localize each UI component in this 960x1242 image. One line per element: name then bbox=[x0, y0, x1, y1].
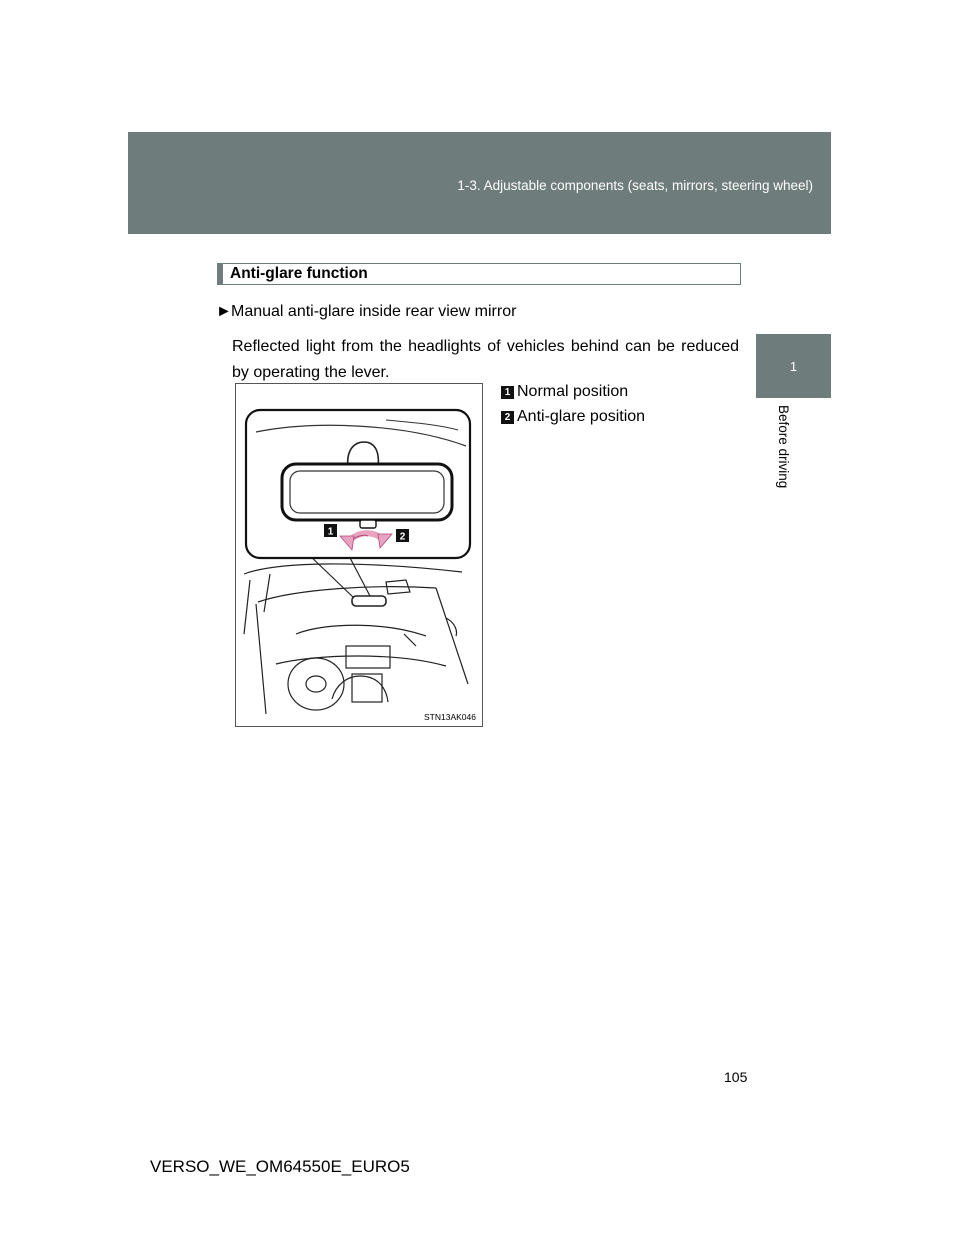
description-text: Reflected light from the headlights of vehicles behind can be reduced by operating the lever. bbox=[232, 338, 739, 381]
legend-label-anti-glare: Anti-glare position bbox=[517, 408, 646, 425]
legend-item-normal bbox=[501, 383, 628, 401]
small-mirror-icon bbox=[352, 596, 386, 606]
triangle-bullet-icon: ► bbox=[216, 303, 232, 320]
section-accent bbox=[218, 264, 223, 284]
side-tab-blank bbox=[756, 234, 831, 334]
bullet-item bbox=[216, 303, 516, 321]
mirror-illustration-svg bbox=[236, 384, 482, 726]
rear-view-mirror-icon bbox=[282, 464, 452, 520]
badge-2-icon: 2 bbox=[501, 411, 514, 424]
lever-icon bbox=[360, 520, 376, 528]
chapter-number: 1 bbox=[789, 358, 798, 374]
legend-item-anti-glare bbox=[501, 408, 645, 426]
callout-1-label: 1 bbox=[327, 526, 334, 538]
header-band bbox=[128, 132, 831, 234]
bullet-text: Manual anti-glare inside rear view mirror bbox=[231, 303, 517, 320]
mirror-illustration bbox=[235, 383, 483, 727]
badge-1-icon: 1 bbox=[501, 386, 514, 399]
description-paragraph bbox=[232, 320, 739, 386]
section-heading-bar bbox=[217, 263, 741, 285]
document-code: VERSO_WE_OM64550E_EURO5 bbox=[150, 1157, 410, 1176]
figure-code: STN13AK046 bbox=[424, 712, 476, 722]
header-title: 1-3. Adjustable components (seats, mirrors, steering wheel) bbox=[457, 178, 813, 193]
chapter-label: Before driving bbox=[776, 405, 791, 489]
callout-2-label: 2 bbox=[399, 531, 406, 543]
chapter-tab[interactable] bbox=[756, 334, 831, 398]
section-heading: Anti-glare function bbox=[230, 265, 368, 282]
legend-label-normal: Normal position bbox=[517, 383, 629, 400]
page-number: 105 bbox=[724, 1069, 748, 1085]
